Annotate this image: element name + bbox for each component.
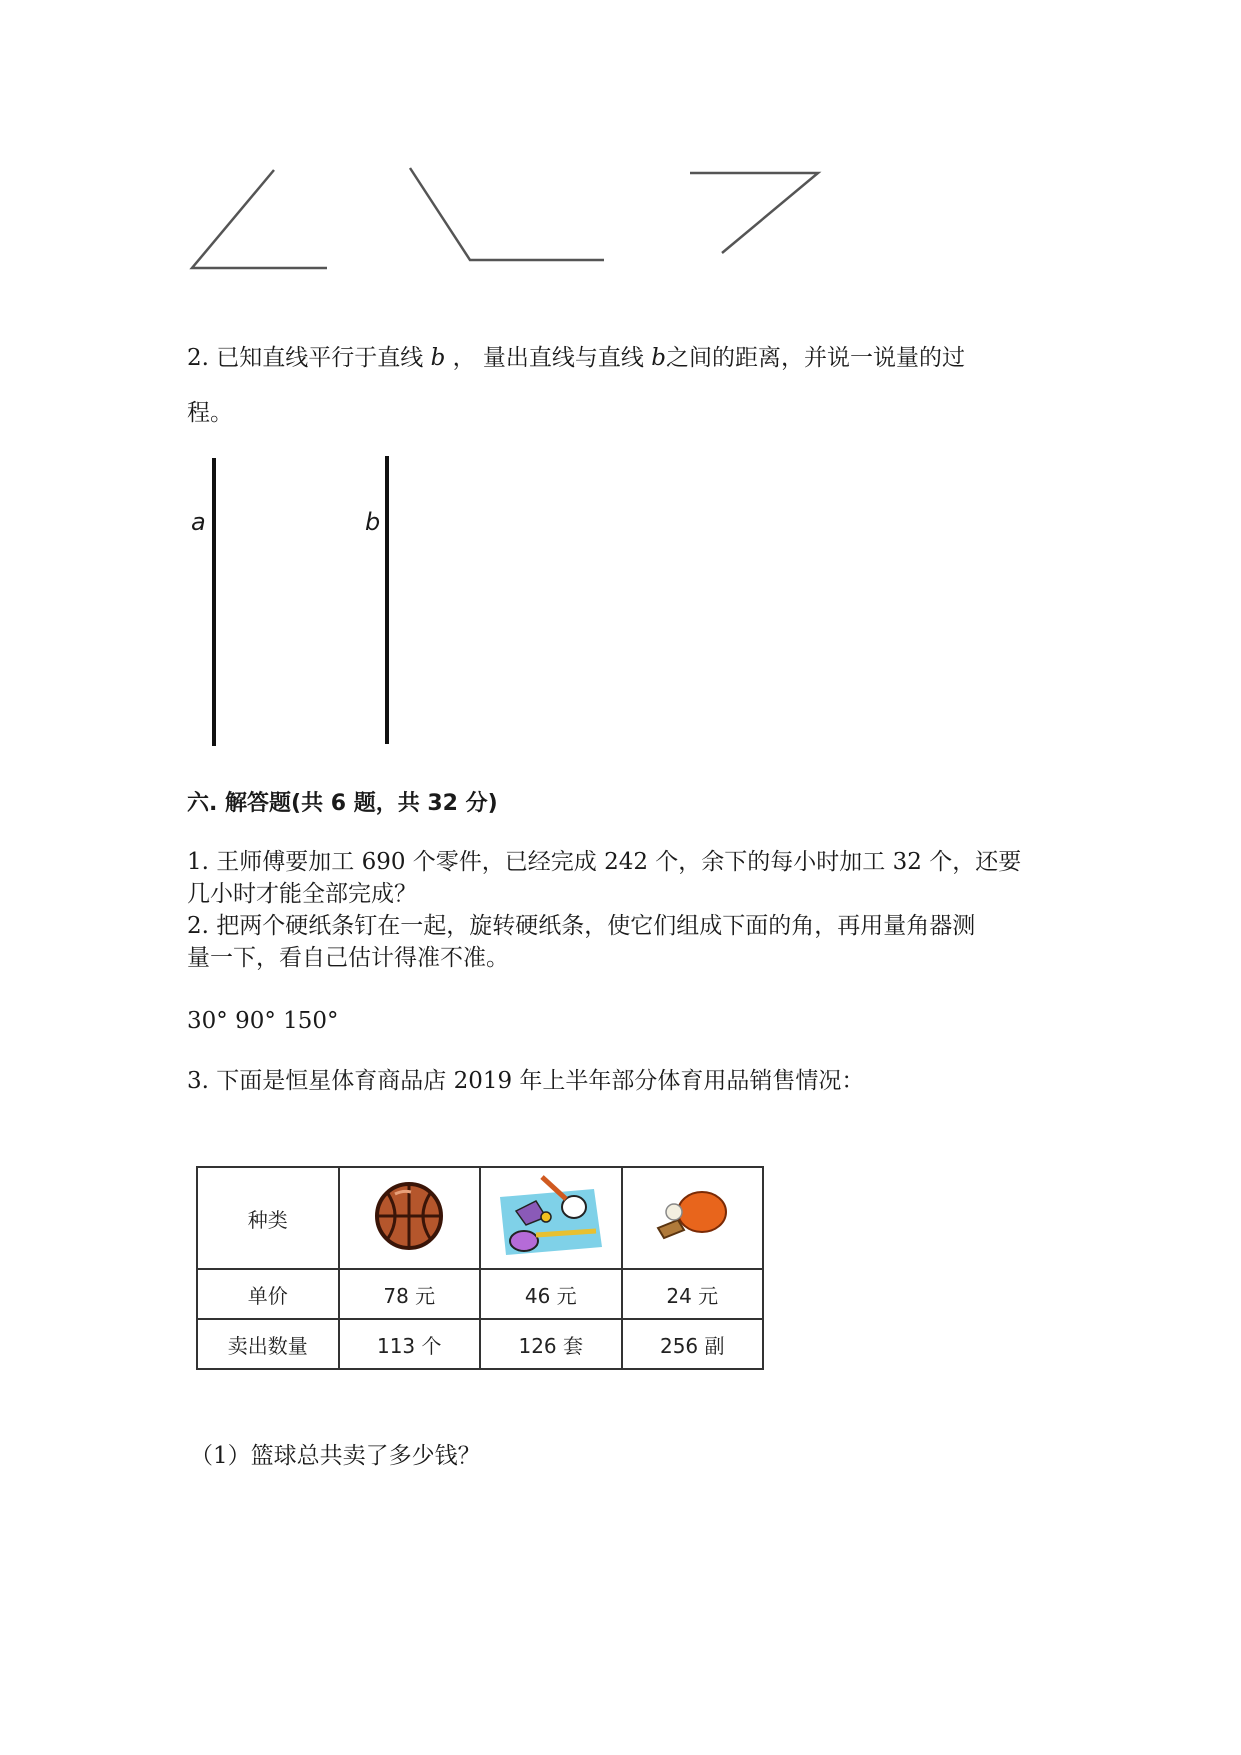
quantity-basketball: 113 个 [339,1319,481,1369]
question-2-line-1: 2. 已知直线平行于直线 b ， 量出直线与直线 b之间的距离，并说一说量的过 [187,345,965,371]
label-b: b [365,508,381,536]
price-ping-pong: 24 元 [622,1269,764,1319]
problem-2-line-2: 量一下，看自己估计得准不准。 [187,945,509,971]
problem-2-line-1: 2. 把两个硬纸条钉在一起，旋转硬纸条，使它们组成下面的角，再用量角器测 [187,913,976,939]
angle-figure-1 [192,170,327,268]
price-basketball: 78 元 [339,1269,481,1319]
parallel-lines-figure [180,450,420,750]
label-a: a [191,508,206,536]
row-header-price: 单价 [197,1269,339,1319]
table-row [197,1167,763,1269]
price-badminton: 46 元 [480,1269,622,1319]
problem-3-sub-question-1: （1）篮球总共卖了多少钱？ [190,1443,481,1469]
section-title: 六. 解答题(共 6 题，共 32 分) [187,791,498,816]
problem-2-angles: 30° 90° 150° [187,1008,339,1034]
angle-figure-2 [410,168,604,260]
problem-1-line-1: 1. 王师傅要加工 690 个零件，已经完成 242 个，余下的每小时加工 32 个，还要 [187,849,1022,875]
question-2-line-2: 程。 [187,400,233,426]
quantity-ping-pong: 256 副 [622,1319,764,1369]
angle-figures [0,0,1241,300]
ping-pong-icon [652,1186,732,1246]
sales-table [196,1166,764,1370]
quantity-badminton: 126 套 [480,1319,622,1369]
problem-3-intro: 3. 下面是恒星体育商品店 2019 年上半年部分体育用品销售情况： [187,1068,865,1094]
basketball-icon [373,1180,445,1252]
table-row [197,1269,763,1319]
row-header-quantity: 卖出数量 [197,1319,339,1369]
angle-figure-3 [690,173,818,253]
badminton-icon [496,1171,606,1261]
row-header-type: 种类 [197,1167,339,1269]
table-row [197,1319,763,1369]
problem-1-line-2: 几小时才能全部完成？ [187,881,417,907]
